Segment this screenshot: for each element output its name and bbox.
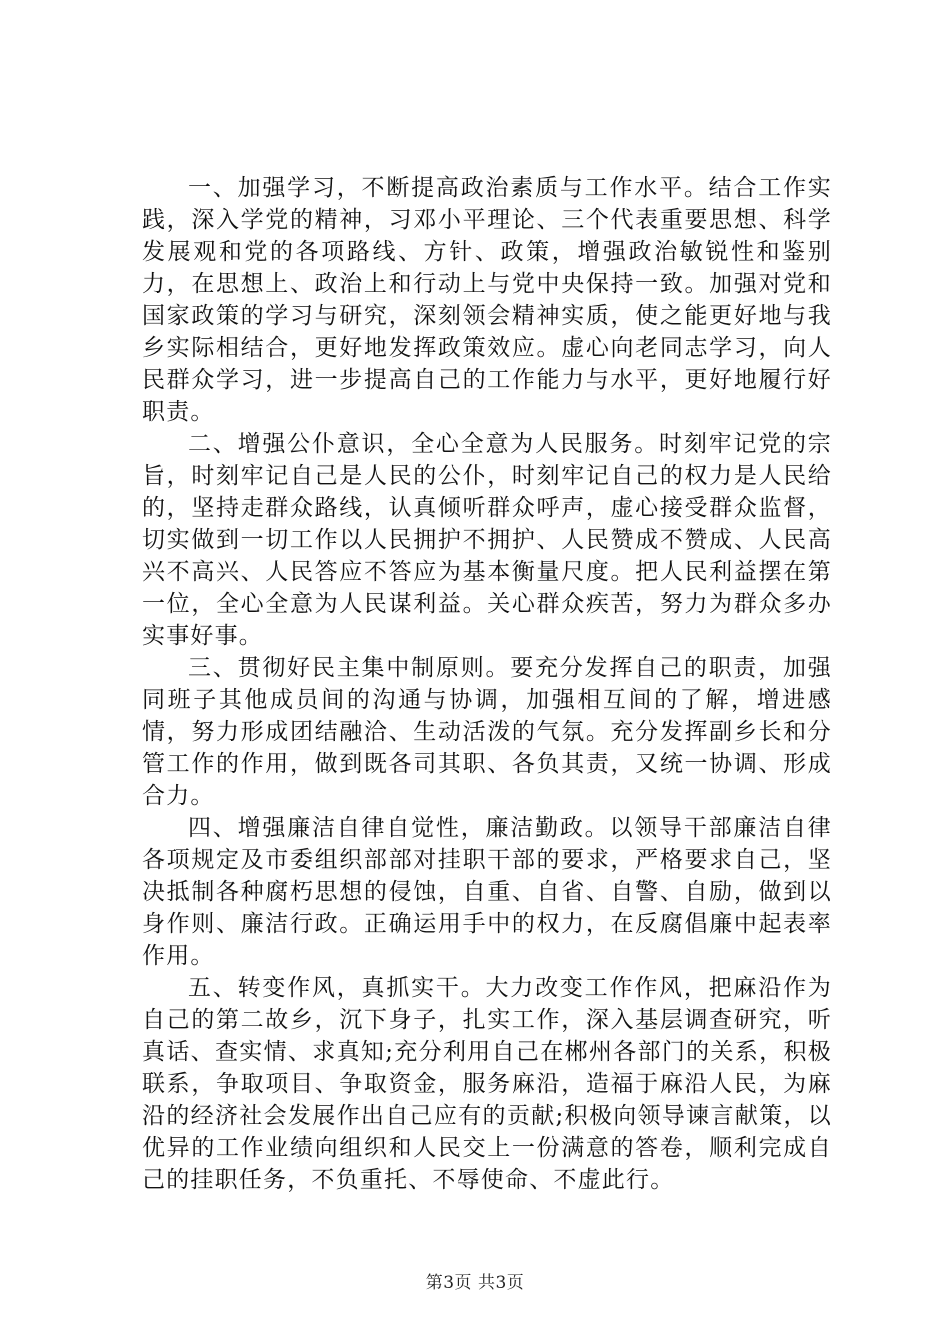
paragraph-democratic-centralism: 三、贯彻好民主集中制原则。要充分发挥自己的职责，加强同班子其他成员间的沟通与协调，加强相互间的了解，增进感情，努力形成团结融洽、生动活泼的气氛。充分发挥副乡长和分管工作的作用，做到既各司其职、各负其责，又统一协调、形成合力。 — [142, 655, 832, 809]
paragraph-work-style: 五、转变作风，真抓实干。大力改变工作作风，把麻沿作为自己的第二故乡，沉下身子，扎实工作，深入基层调查研究，听真话、查实情、求真知;充分利用自己在郴州各部门的关系，积极联系，争取项目、争取资金，服务麻沿，造福于麻沿人民，为麻沿的经济社会发展作出自己应有的贡献;积极向领导谏言献策，以优异的工作业绩向组织和人民交上一份满意的答卷，顺利完成自己的挂职任务，不负重托、不辱使命、不虚此行。 — [142, 975, 832, 1193]
paragraph-public-servant: 二、增强公仆意识，全心全意为人民服务。时刻牢记党的宗旨，时刻牢记自己是人民的公仆，时刻牢记自己的权力是人民给的，坚持走群众路线，认真倾听群众呼声，虚心接受群众监督，切实做到一切工作以人民拥护不拥护、人民赞成不赞成、人民高兴不高兴、人民答应不答应为基本衡量尺度。把人民利益摆在第一位，全心全意为人民谋利益。关心群众疾苦，努力为群众多办实事好事。 — [142, 431, 832, 649]
page-number-footer: 第3页 共3页 — [425, 1273, 525, 1293]
paragraph-integrity: 四、增强廉洁自律自觉性，廉洁勤政。以领导干部廉洁自律各项规定及市委组织部部对挂职干部的要求，严格要求自己，坚决抵制各种腐朽思想的侵蚀，自重、自省、自警、自励，做到以身作则、廉洁行政。正确运用手中的权力，在反腐倡廉中起表率作用。 — [142, 815, 832, 969]
document-body — [142, 172, 832, 1196]
paragraph-study: 一、加强学习，不断提高政治素质与工作水平。结合工作实践，深入学党的精神，习邓小平理论、三个代表重要思想、科学发展观和党的各项路线、方针、政策，增强政治敏锐性和鉴别力，在思想上、政治上和行动上与党中央保持一致。加强对党和国家政策的学习与研究，深刻领会精神实质，使之能更好地与我乡实际相结合，更好地发挥政策效应。虚心向老同志学习，向人民群众学习，进一步提高自己的工作能力与水平，更好地履行好职责。 — [142, 175, 832, 425]
